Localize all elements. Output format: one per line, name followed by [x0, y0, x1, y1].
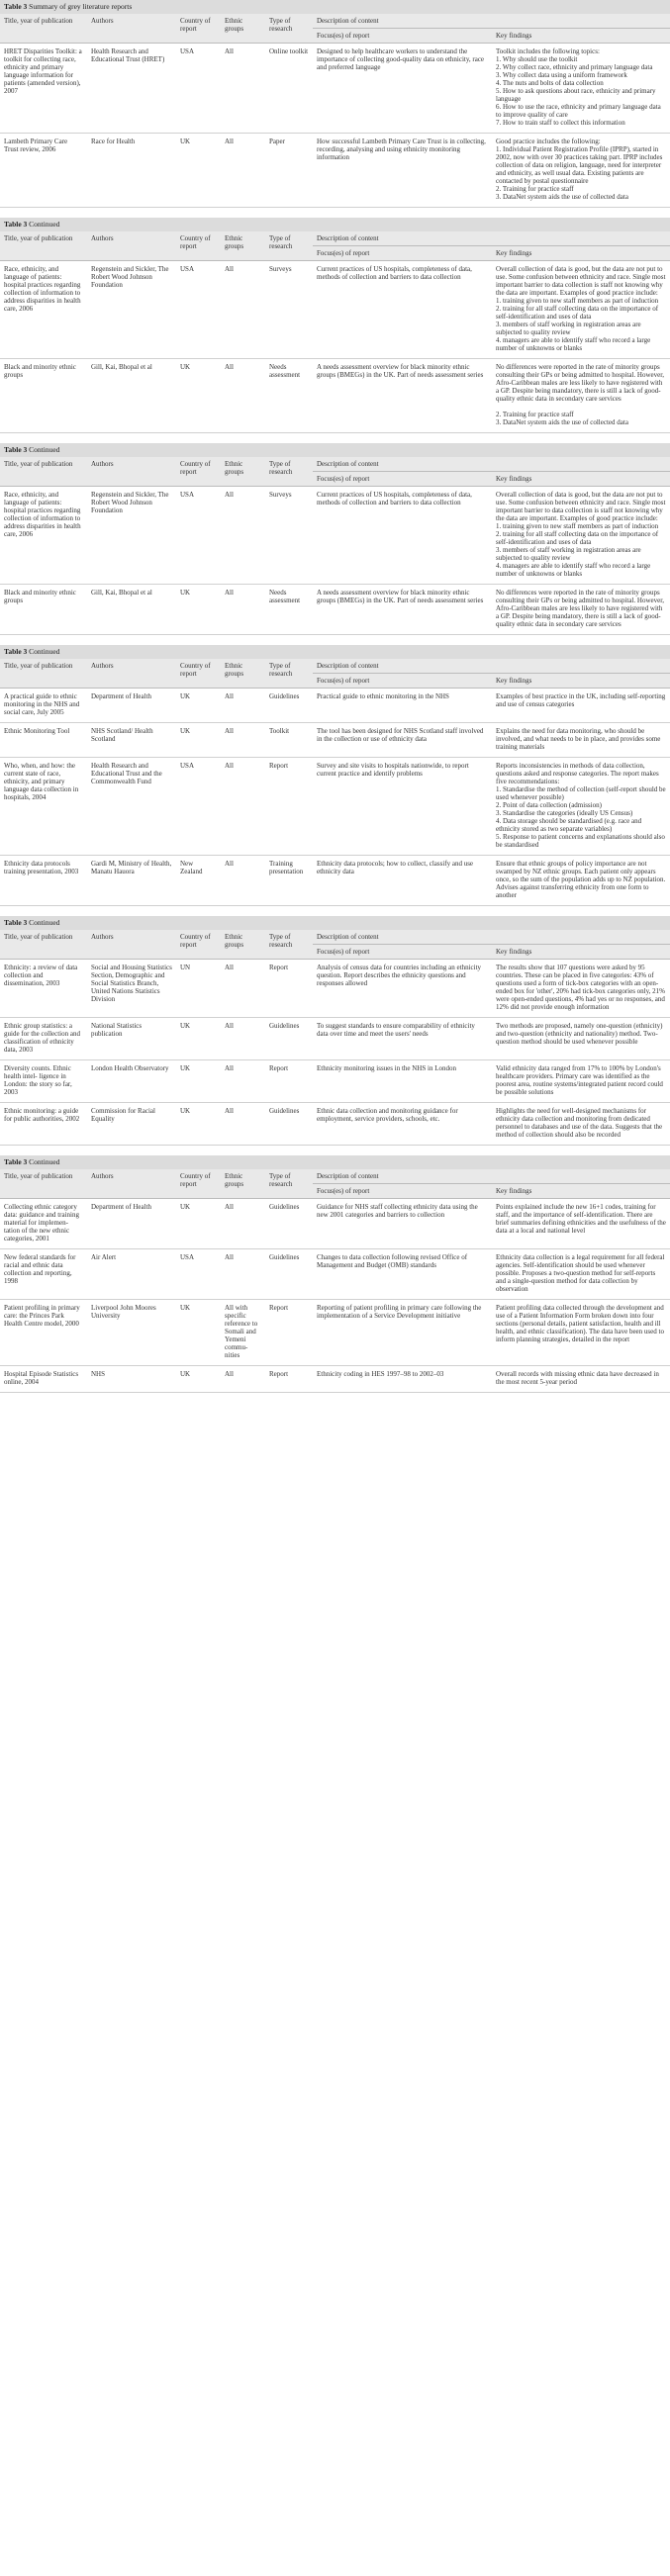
- cell-title: HRET Disparities Toolkit: a toolkit for collecting race, ethnicity and primary language information for patients (amended version), 2007: [0, 44, 87, 134]
- table-section: [0, 218, 670, 433]
- table-caption-text: Summary of grey literature reports: [29, 2, 133, 11]
- cell-findings: Patient profiling data collected through the development and use of a Patient Information Form broken down into four sections (personal details, patient satisfaction, health and ill health, and ethnic classification). The data have been used to inform planning strategies, detailed in the report: [492, 1300, 670, 1366]
- cell-findings: No differences were reported in the rate of minority groups consulting their GPs or being admitted to hospital. However, Afro-Caribbean males are less likely to have registered with a GP. Despite being mandatory, there is still a lack of good-quality ethnic data in secondary care services: [492, 585, 670, 635]
- cell-country: UK: [176, 723, 221, 758]
- cell-ethnic-groups: All with specific reference to Somali and Yemeni commu- nities: [221, 1300, 265, 1366]
- header-title-year: Title, year of publication: [0, 659, 87, 689]
- cell-country: UK: [176, 689, 221, 723]
- cell-ethnic-groups: All: [221, 134, 265, 208]
- cell-country: UK: [176, 585, 221, 635]
- table-caption-text: Continued: [29, 647, 60, 656]
- table-row: [0, 1366, 670, 1393]
- cell-authors: Department of Health: [87, 1199, 176, 1249]
- cell-title: A practical guide to ethnic monitoring in the NHS and social care, July 2005: [0, 689, 87, 723]
- header-authors: Authors: [87, 457, 176, 487]
- header-description: Description of content: [313, 930, 670, 945]
- cell-title: Diversity counts. Ethnic health intel- ligence in London: the story so far, 2003: [0, 1060, 87, 1103]
- cell-ethnic-groups: All: [221, 1018, 265, 1060]
- header-ethnic-groups: Ethnic groups: [221, 14, 265, 44]
- header-authors: Authors: [87, 930, 176, 960]
- header-row: [0, 930, 670, 945]
- table-caption: [0, 645, 670, 659]
- table-caption: [0, 443, 670, 457]
- table-row: [0, 1249, 670, 1300]
- header-description: Description of content: [313, 1169, 670, 1184]
- cell-country: USA: [176, 487, 221, 585]
- table-label: Table 3: [4, 220, 28, 229]
- header-findings: Key findings: [492, 246, 670, 261]
- cell-ethnic-groups: All: [221, 261, 265, 359]
- table-row: [0, 689, 670, 723]
- cell-focus: A needs assessment overview for black minority ethnic groups (BMEGs) in the UK. Part of needs assessment series: [313, 585, 492, 635]
- cell-research-type: Guidelines: [265, 1249, 313, 1300]
- table-row: [0, 1018, 670, 1060]
- header-title-year: Title, year of publication: [0, 231, 87, 261]
- table-row: [0, 585, 670, 635]
- cell-focus: The tool has been designed for NHS Scotland staff involved in the collection or use of ethnicity data: [313, 723, 492, 758]
- cell-findings: Good practice includes the following: 1. Individual Patient Registration Profile (IPRP), started in 2002, now with over 30 practices taking part. IPRP includes collection of data on religion, language, need for interpreter and ethnicity, as well usual data. Existing patients are contacted by postal questionnaire 2. Training for practice staff 3. DataNet system aids the use of collected data: [492, 134, 670, 208]
- table-header: [0, 930, 670, 960]
- header-findings: Key findings: [492, 674, 670, 689]
- grey-literature-table: [0, 1169, 670, 1393]
- cell-findings: No differences were reported in the rate of minority groups consulting their GPs or being admitted to hospital. However, Afro-Caribbean males are less likely to have registered with a GP. Despite being mandatory, there is still a lack of good-quality ethnic data in secondary care services 2. Training for practice staff 3. DataNet system aids the use of collected data: [492, 359, 670, 433]
- cell-authors: Social and Housing Statistics Section, Demographic and Social Statistics Branch, United Nations Statistics Division: [87, 960, 176, 1018]
- cell-research-type: Toolkit: [265, 723, 313, 758]
- cell-findings: Ensure that ethnic groups of policy importance are not swamped by NZ ethnic groups. Each patient only appears once, so the sum of the population adds up to NZ population. Advises against transferring ethnicity from one form to another: [492, 856, 670, 906]
- header-focus: Focus(es) of report: [313, 29, 492, 44]
- cell-authors: NHS Scotland/ Health Scotland: [87, 723, 176, 758]
- header-title-year: Title, year of publication: [0, 457, 87, 487]
- table-row: [0, 44, 670, 134]
- cell-ethnic-groups: All: [221, 44, 265, 134]
- table-caption: [0, 1155, 670, 1169]
- cell-ethnic-groups: All: [221, 1103, 265, 1146]
- cell-country: UK: [176, 134, 221, 208]
- header-row: [0, 1169, 670, 1184]
- cell-authors: Race for Health: [87, 134, 176, 208]
- header-ethnic-groups: Ethnic groups: [221, 231, 265, 261]
- header-focus: Focus(es) of report: [313, 945, 492, 960]
- header-country: Country of report: [176, 1169, 221, 1199]
- header-ethnic-groups: Ethnic groups: [221, 1169, 265, 1199]
- header-row: [0, 231, 670, 246]
- header-focus: Focus(es) of report: [313, 674, 492, 689]
- cell-title: Hospital Episode Statistics online, 2004: [0, 1366, 87, 1393]
- cell-title: Ethnic monitoring: a guide for public authorities, 2002: [0, 1103, 87, 1146]
- header-research-type: Type of research: [265, 14, 313, 44]
- header-findings: Key findings: [492, 472, 670, 487]
- header-country: Country of report: [176, 457, 221, 487]
- table-header: [0, 659, 670, 689]
- table-label: Table 3: [4, 2, 28, 11]
- header-authors: Authors: [87, 1169, 176, 1199]
- cell-title: Ethnic group statistics: a guide for the collection and classification of ethnicity data, 2003: [0, 1018, 87, 1060]
- cell-focus: To suggest standards to ensure comparability of ethnicity data over time and meet the users' needs: [313, 1018, 492, 1060]
- cell-authors: Gardi M, Ministry of Health, Manatu Hauora: [87, 856, 176, 906]
- cell-title: Who, when, and how: the current state of race, ethnicity, and primary language data collection in hospitals, 2004: [0, 758, 87, 856]
- cell-title: Collecting ethnic category data: guidance and training material for implemen- tation of the new ethnic categories, 2001: [0, 1199, 87, 1249]
- cell-title: Ethnicity: a review of data collection and dissemination, 2003: [0, 960, 87, 1018]
- header-authors: Authors: [87, 659, 176, 689]
- cell-focus: Guidance for NHS staff collecting ethnicity data using the new 2001 categories and barriers to collection: [313, 1199, 492, 1249]
- cell-title: Ethnic Monitoring Tool: [0, 723, 87, 758]
- cell-title: Black and minority ethnic groups: [0, 585, 87, 635]
- cell-focus: Reporting of patient profiling in primary care following the implementation of a Service Development initiative: [313, 1300, 492, 1366]
- header-research-type: Type of research: [265, 659, 313, 689]
- cell-focus: Analysis of census data for countries including an ethnicity question. Report describes the ethnicity questions and responses allowed: [313, 960, 492, 1018]
- header-ethnic-groups: Ethnic groups: [221, 457, 265, 487]
- table-row: [0, 1060, 670, 1103]
- table-row: [0, 723, 670, 758]
- header-country: Country of report: [176, 930, 221, 960]
- cell-focus: Ethnicity data protocols; how to collect, classify and use ethnicity data: [313, 856, 492, 906]
- cell-research-type: Guidelines: [265, 1018, 313, 1060]
- header-country: Country of report: [176, 659, 221, 689]
- cell-focus: Ethnicity coding in HES 1997–98 to 2002–03: [313, 1366, 492, 1393]
- table-row: [0, 960, 670, 1018]
- grey-literature-table: [0, 659, 670, 906]
- header-findings: Key findings: [492, 1184, 670, 1199]
- grey-literature-table: [0, 457, 670, 635]
- cell-authors: Regenstein and Sickler, The Robert Wood Johnson Foundation: [87, 487, 176, 585]
- header-title-year: Title, year of publication: [0, 14, 87, 44]
- cell-authors: National Statistics publication: [87, 1018, 176, 1060]
- header-ethnic-groups: Ethnic groups: [221, 930, 265, 960]
- cell-title: Race, ethnicity, and language of patients: hospital practices regarding collection of information to address disparities in health care, 2006: [0, 261, 87, 359]
- table-caption-text: Continued: [29, 220, 60, 229]
- cell-authors: Gill, Kai, Bhopal et al: [87, 359, 176, 433]
- cell-ethnic-groups: All: [221, 689, 265, 723]
- cell-country: USA: [176, 1249, 221, 1300]
- cell-research-type: Guidelines: [265, 1199, 313, 1249]
- header-country: Country of report: [176, 231, 221, 261]
- cell-ethnic-groups: All: [221, 758, 265, 856]
- header-ethnic-groups: Ethnic groups: [221, 659, 265, 689]
- table-row: [0, 134, 670, 208]
- cell-findings: Overall collection of data is good, but the data are not put to use. Some confusion between ethnicity and race. Single most important barrier to data collection is staff not knowing why the data are important. Examples of good practice include: 1. training given to new staff members as part of induction 2. training for all staff collecting data on the importance of self-identification and uses of data 3. members of staff working in registration areas are subjected to quality review 4. managers are able to identify staff who record a large number of unknowns or blanks: [492, 261, 670, 359]
- cell-findings: Reports inconsistencies in methods of data collection, questions asked and response categories. The report makes five recommendations: 1. Standardise the method of collection (self-report should be used whenever possible) 2. Point of data collection (admission) 3. Standardise the categories (ideally US Census) 4. Data storage should be standardised (e.g. race and ethnicity stored as two separate variables) 5. Response to patient concerns and explanations should also be standardised: [492, 758, 670, 856]
- header-row: [0, 14, 670, 29]
- cell-ethnic-groups: All: [221, 487, 265, 585]
- table-header: [0, 231, 670, 261]
- cell-title: New federal standards for racial and ethnic data collection and reporting, 1998: [0, 1249, 87, 1300]
- cell-research-type: Online toolkit: [265, 44, 313, 134]
- header-authors: Authors: [87, 14, 176, 44]
- table-header: [0, 1169, 670, 1199]
- cell-findings: The results show that 107 questions were asked by 95 countries. These can be placed in five categories: 43% of questions used a form of tick-box categories with an open-ended box for 'other', 20% had tick-box categories only, 21% were open-ended questions, 4% had yes or no responses, and 12% did not provide enough information: [492, 960, 670, 1018]
- cell-authors: Health Research and Educational Trust (HRET): [87, 44, 176, 134]
- cell-title: Black and minority ethnic groups: [0, 359, 87, 433]
- table-caption-text: Continued: [29, 445, 60, 454]
- table-caption-text: Continued: [29, 1157, 60, 1166]
- cell-research-type: Report: [265, 758, 313, 856]
- grey-literature-table: [0, 231, 670, 433]
- cell-authors: Air Alert: [87, 1249, 176, 1300]
- cell-title: Ethnicity data protocols training presentation, 2003: [0, 856, 87, 906]
- header-description: Description of content: [313, 14, 670, 29]
- cell-title: Patient profiling in primary care: the Princes Park Health Centre model, 2000: [0, 1300, 87, 1366]
- cell-findings: Overall collection of data is good, but the data are not put to use. Some confusion between ethnicity and race. Single most important barrier to data collection is staff not knowing why the data are important. Examples of good practice include: 1. training given to new staff members as part of induction 2. training for all staff collecting data on the importance of self-identification and uses of data 3. members of staff working in registration areas are subjected to quality review 4. managers are able to identify staff who record a large number of unknowns or blanks: [492, 487, 670, 585]
- cell-focus: Ethnicity monitoring issues in the NHS in London: [313, 1060, 492, 1103]
- cell-findings: Points explained include the new 16+1 codes, training for staff, and the importance of self-identification. There are brief summaries defining ethnicities and the usefulness of the data at a local and national level: [492, 1199, 670, 1249]
- table-caption: [0, 0, 670, 14]
- table-header: [0, 457, 670, 487]
- header-row: [0, 659, 670, 674]
- header-description: Description of content: [313, 659, 670, 674]
- cell-authors: Gill, Kai, Bhopal et al: [87, 585, 176, 635]
- cell-findings: Explains the need for data monitoring, who should be involved, and what needs to be in place, and provides some training materials: [492, 723, 670, 758]
- table-row: [0, 359, 670, 433]
- cell-focus: Survey and site visits to hospitals nationwide, to report current practice and identify problems: [313, 758, 492, 856]
- cell-authors: NHS: [87, 1366, 176, 1393]
- cell-authors: London Health Observatory: [87, 1060, 176, 1103]
- header-focus: Focus(es) of report: [313, 1184, 492, 1199]
- cell-country: UK: [176, 1366, 221, 1393]
- cell-authors: Department of Health: [87, 689, 176, 723]
- header-title-year: Title, year of publication: [0, 1169, 87, 1199]
- cell-ethnic-groups: All: [221, 1366, 265, 1393]
- header-focus: Focus(es) of report: [313, 246, 492, 261]
- cell-focus: Current practices of US hospitals, completeness of data, methods of collection and barriers to data collection: [313, 487, 492, 585]
- table-label: Table 3: [4, 647, 28, 656]
- header-findings: Key findings: [492, 29, 670, 44]
- header-findings: Key findings: [492, 945, 670, 960]
- cell-focus: Current practices of US hospitals, completeness of data, methods of collection and barriers to data collection: [313, 261, 492, 359]
- cell-research-type: Report: [265, 1300, 313, 1366]
- cell-findings: Two methods are proposed, namely one-question (ethnicity) and two-question (ethnicity and nationality) method. Two-question method should be used whenever possible: [492, 1018, 670, 1060]
- cell-focus: How successful Lambeth Primary Care Trust is in collecting, recording, analysing and using ethnicity monitoring information: [313, 134, 492, 208]
- cell-focus: Designed to help healthcare workers to understand the importance of collecting good-quality data on ethnicity, race and preferred language: [313, 44, 492, 134]
- grey-literature-table: [0, 14, 670, 208]
- grey-literature-table: [0, 930, 670, 1146]
- cell-ethnic-groups: All: [221, 960, 265, 1018]
- cell-findings: Toolkit includes the following topics: 1. Why should use the toolkit 2. Why collect race, ethnicity and primary language data 3. Why collect data using a uniform framework 4. The nuts and bolts of data collection 5. How to ask questions about race, ethnicity and primary language 6. How to use the race, ethnicity and primary language data to improve quality of care 7. How to train staff to collect this information: [492, 44, 670, 134]
- table-section: [0, 443, 670, 635]
- cell-findings: Examples of best practice in the UK, including self-reporting and use of census categories: [492, 689, 670, 723]
- table-section: [0, 645, 670, 906]
- cell-ethnic-groups: All: [221, 359, 265, 433]
- cell-ethnic-groups: All: [221, 1199, 265, 1249]
- header-authors: Authors: [87, 231, 176, 261]
- cell-findings: Highlights the need for well-designed mechanisms for ethnicity data collection and monitoring from dedicated personnel to databases and use of the data. Suggests that the method of collection should also be recorded: [492, 1103, 670, 1146]
- header-title-year: Title, year of publication: [0, 930, 87, 960]
- header-row: [0, 457, 670, 472]
- cell-country: New Zealand: [176, 856, 221, 906]
- table-row: [0, 856, 670, 906]
- table-caption: [0, 218, 670, 231]
- cell-country: UN: [176, 960, 221, 1018]
- table-row: [0, 1199, 670, 1249]
- table-label: Table 3: [4, 1157, 28, 1166]
- cell-ethnic-groups: All: [221, 856, 265, 906]
- table-row: [0, 1103, 670, 1146]
- cell-research-type: Needs assessment: [265, 359, 313, 433]
- cell-country: USA: [176, 44, 221, 134]
- cell-findings: Ethnicity data collection is a legal requirement for all federal agencies. Self-identification should be used whenever possible. Proposes a two-question method for self-reports and a single-question method for data collection by observation: [492, 1249, 670, 1300]
- cell-authors: Health Research and Educational Trust and the Commonwealth Fund: [87, 758, 176, 856]
- table-caption-text: Continued: [29, 918, 60, 927]
- cell-focus: Changes to data collection following revised Office of Management and Budget (OMB) standards: [313, 1249, 492, 1300]
- cell-research-type: Surveys: [265, 487, 313, 585]
- cell-authors: Liverpool John Moores University: [87, 1300, 176, 1366]
- cell-research-type: Paper: [265, 134, 313, 208]
- table-row: [0, 261, 670, 359]
- table-label: Table 3: [4, 445, 28, 454]
- cell-title: Race, ethnicity, and language of patients: hospital practices regarding collection of information to address disparities in health care, 2006: [0, 487, 87, 585]
- cell-country: USA: [176, 261, 221, 359]
- cell-research-type: Report: [265, 1366, 313, 1393]
- cell-research-type: Guidelines: [265, 689, 313, 723]
- cell-focus: Practical guide to ethnic monitoring in the NHS: [313, 689, 492, 723]
- header-description: Description of content: [313, 457, 670, 472]
- header-research-type: Type of research: [265, 457, 313, 487]
- cell-findings: Overall records with missing ethnic data have decreased in the most recent 5-year period: [492, 1366, 670, 1393]
- cell-country: UK: [176, 1060, 221, 1103]
- header-focus: Focus(es) of report: [313, 472, 492, 487]
- cell-research-type: Guidelines: [265, 1103, 313, 1146]
- cell-research-type: Needs assessment: [265, 585, 313, 635]
- cell-authors: Commission for Racial Equality: [87, 1103, 176, 1146]
- table-row: [0, 1300, 670, 1366]
- cell-ethnic-groups: All: [221, 1060, 265, 1103]
- header-research-type: Type of research: [265, 930, 313, 960]
- cell-country: UK: [176, 359, 221, 433]
- cell-country: UK: [176, 1300, 221, 1366]
- cell-ethnic-groups: All: [221, 585, 265, 635]
- cell-research-type: Surveys: [265, 261, 313, 359]
- header-research-type: Type of research: [265, 1169, 313, 1199]
- cell-research-type: Training presentation: [265, 856, 313, 906]
- table-header: [0, 14, 670, 44]
- table-row: [0, 487, 670, 585]
- cell-country: UK: [176, 1199, 221, 1249]
- cell-research-type: Report: [265, 1060, 313, 1103]
- cell-findings: Valid ethnicity data ranged from 17% to 100% by London's healthcare providers. Primary care was identified as the poorest area, routine systems/integrated patient record could be possible solutions: [492, 1060, 670, 1103]
- table-section: [0, 916, 670, 1146]
- cell-title: Lambeth Primary Care Trust review, 2006: [0, 134, 87, 208]
- cell-research-type: Report: [265, 960, 313, 1018]
- cell-ethnic-groups: All: [221, 723, 265, 758]
- table-section: [0, 0, 670, 208]
- cell-country: USA: [176, 758, 221, 856]
- table-label: Table 3: [4, 918, 28, 927]
- cell-focus: A needs assessment overview for black minority ethnic groups (BMEGs) in the UK. Part of needs assessment series: [313, 359, 492, 433]
- header-country: Country of report: [176, 14, 221, 44]
- cell-focus: Ethnic data collection and monitoring guidance for employment, service providers, schools, etc.: [313, 1103, 492, 1146]
- header-research-type: Type of research: [265, 231, 313, 261]
- cell-authors: Regenstein and Sickler, The Robert Wood Johnson Foundation: [87, 261, 176, 359]
- cell-country: UK: [176, 1018, 221, 1060]
- cell-country: UK: [176, 1103, 221, 1146]
- header-description: Description of content: [313, 231, 670, 246]
- table-row: [0, 758, 670, 856]
- table-section: [0, 1155, 670, 1393]
- cell-ethnic-groups: All: [221, 1249, 265, 1300]
- table-caption: [0, 916, 670, 930]
